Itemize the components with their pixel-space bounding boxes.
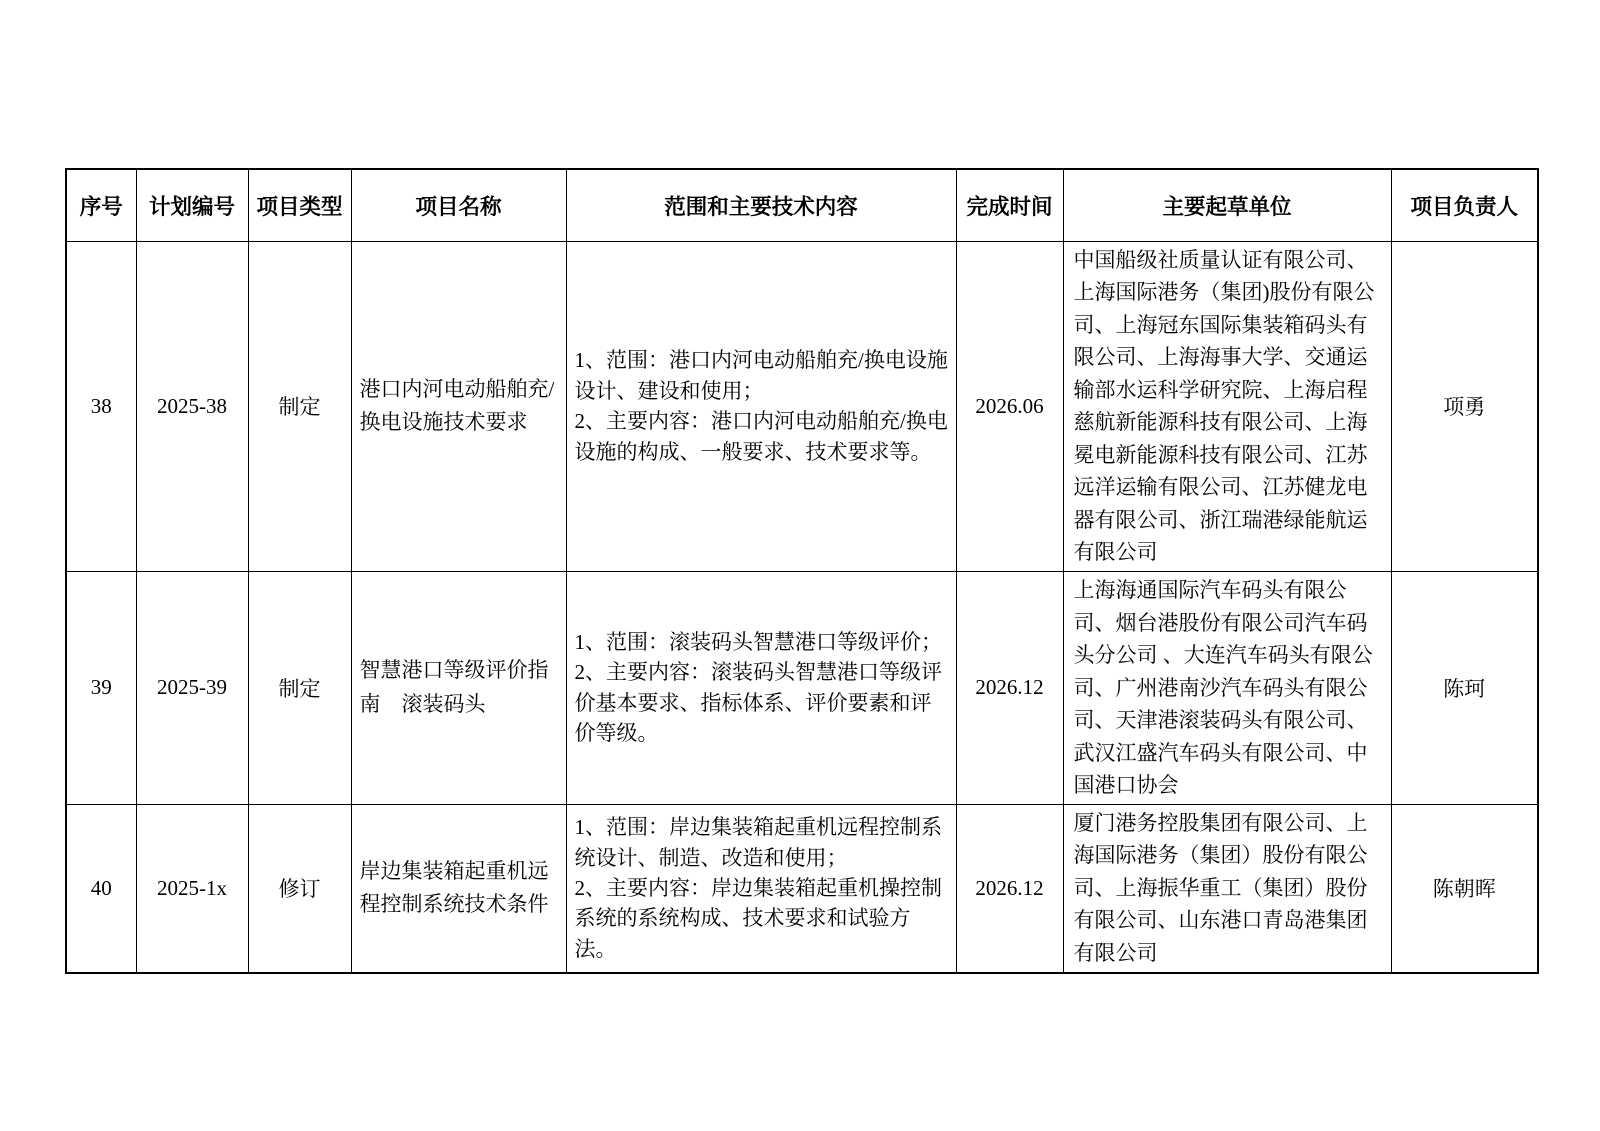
cell-drafters: 上海海通国际汽车码头有限公司、烟台港股份有限公司汽车码头分公司 、大连汽车码头有限公司、广州港南沙汽车码头有限公司、天津港滚装码头有限公司、武汉江盛汽车码头有限公司、中国港口协会 — [1063, 571, 1391, 804]
cell-deadline: 2026.06 — [956, 241, 1063, 571]
cell-plan-no: 2025-39 — [136, 571, 248, 804]
cell-deadline: 2026.12 — [956, 804, 1063, 972]
cell-drafters: 中国船级社质量认证有限公司、上海国际港务（集团)股份有限公司、上海冠东国际集装箱码头有限公司、上海海事大学、交通运输部水运科学研究院、上海启程慈航新能源科技有限公司、上海冕电新能源科技有限公司、江苏远洋运输有限公司、江苏健龙电器有限公司、浙江瑞港绿能航运有限公司 — [1063, 241, 1391, 571]
table-header-row — [66, 169, 1538, 241]
header-plan-no: 计划编号 — [136, 169, 248, 241]
cell-plan-no: 2025-38 — [136, 241, 248, 571]
cell-seq: 38 — [66, 241, 136, 571]
cell-seq: 39 — [66, 571, 136, 804]
header-scope: 范围和主要技术内容 — [566, 169, 956, 241]
table-row — [66, 571, 1538, 804]
cell-project-name: 智慧港口等级评价指南 滚装码头 — [351, 571, 566, 804]
scope-line-2: 2、主要内容：岸边集装箱起重机操控制系统的系统构成、技术要求和试验方法。 — [574, 875, 942, 961]
cell-deadline: 2026.12 — [956, 571, 1063, 804]
cell-scope — [566, 571, 956, 804]
cell-type: 制定 — [248, 241, 351, 571]
cell-type: 制定 — [248, 571, 351, 804]
cell-type: 修订 — [248, 804, 351, 972]
cell-leader: 项勇 — [1391, 241, 1538, 571]
scope-line-1: 1、范围：港口内河电动船舶充/换电设施设计、建设和使用； — [574, 348, 948, 403]
header-leader: 项目负责人 — [1391, 169, 1538, 241]
header-name: 项目名称 — [351, 169, 566, 241]
table-row — [66, 241, 1538, 571]
header-deadline: 完成时间 — [956, 169, 1063, 241]
cell-scope — [566, 241, 956, 571]
scope-line-1: 1、范围：岸边集装箱起重机远程控制系统设计、制造、改造和使用； — [574, 815, 942, 870]
scope-line-2: 2、主要内容：滚装码头智慧港口等级评价基本要求、指标体系、评价要素和评价等级。 — [574, 660, 942, 746]
header-seq: 序号 — [66, 169, 136, 241]
scope-line-1: 1、范围：滚装码头智慧港口等级评价； — [574, 630, 942, 654]
cell-project-name: 港口内河电动船舶充/换电设施技术要求 — [351, 241, 566, 571]
standards-plan-table — [65, 168, 1539, 974]
cell-seq: 40 — [66, 804, 136, 972]
cell-drafters: 厦门港务控股集团有限公司、上海国际港务（集团）股份有限公司、上海振华重工（集团）股份有限公司、山东港口青岛港集团有限公司 — [1063, 804, 1391, 972]
table-row — [66, 804, 1538, 972]
cell-scope — [566, 804, 956, 972]
cell-plan-no: 2025-1x — [136, 804, 248, 972]
cell-leader: 陈珂 — [1391, 571, 1538, 804]
header-type: 项目类型 — [248, 169, 351, 241]
cell-leader: 陈朝晖 — [1391, 804, 1538, 972]
header-drafters: 主要起草单位 — [1063, 169, 1391, 241]
scope-line-2: 2、主要内容：港口内河电动船舶充/换电设施的构成、一般要求、技术要求等。 — [574, 409, 948, 464]
cell-project-name: 岸边集装箱起重机远程控制系统技术条件 — [351, 804, 566, 972]
